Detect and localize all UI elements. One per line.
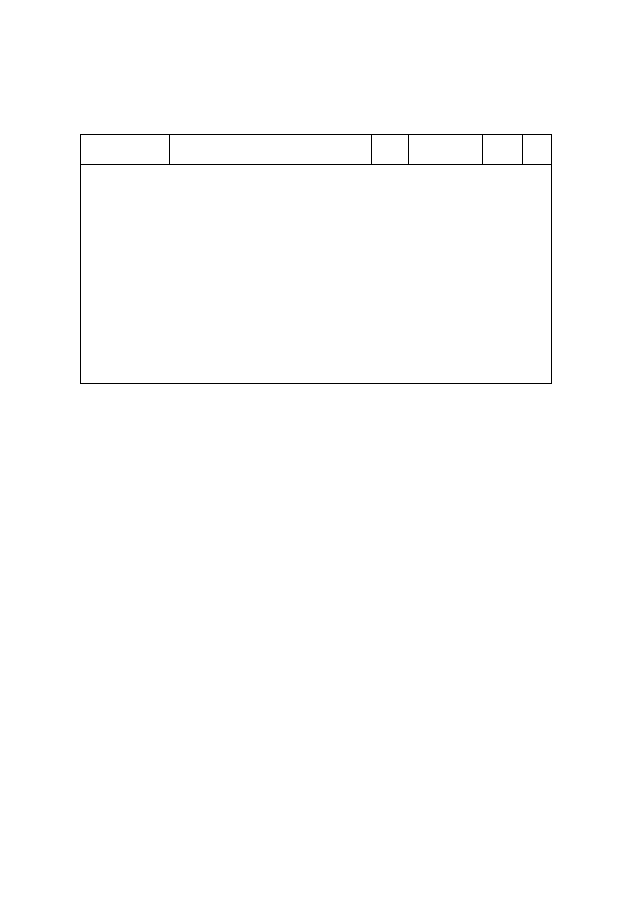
birthdate-label-cell: [372, 135, 409, 164]
name-label-cell: [81, 135, 170, 164]
recommendation-table: [80, 165, 552, 384]
name-field[interactable]: [170, 135, 372, 164]
sex-label-cell: [483, 135, 523, 164]
sex-field[interactable]: [523, 135, 551, 164]
personal-info-row: [80, 134, 552, 165]
birthdate-field[interactable]: [409, 135, 483, 164]
